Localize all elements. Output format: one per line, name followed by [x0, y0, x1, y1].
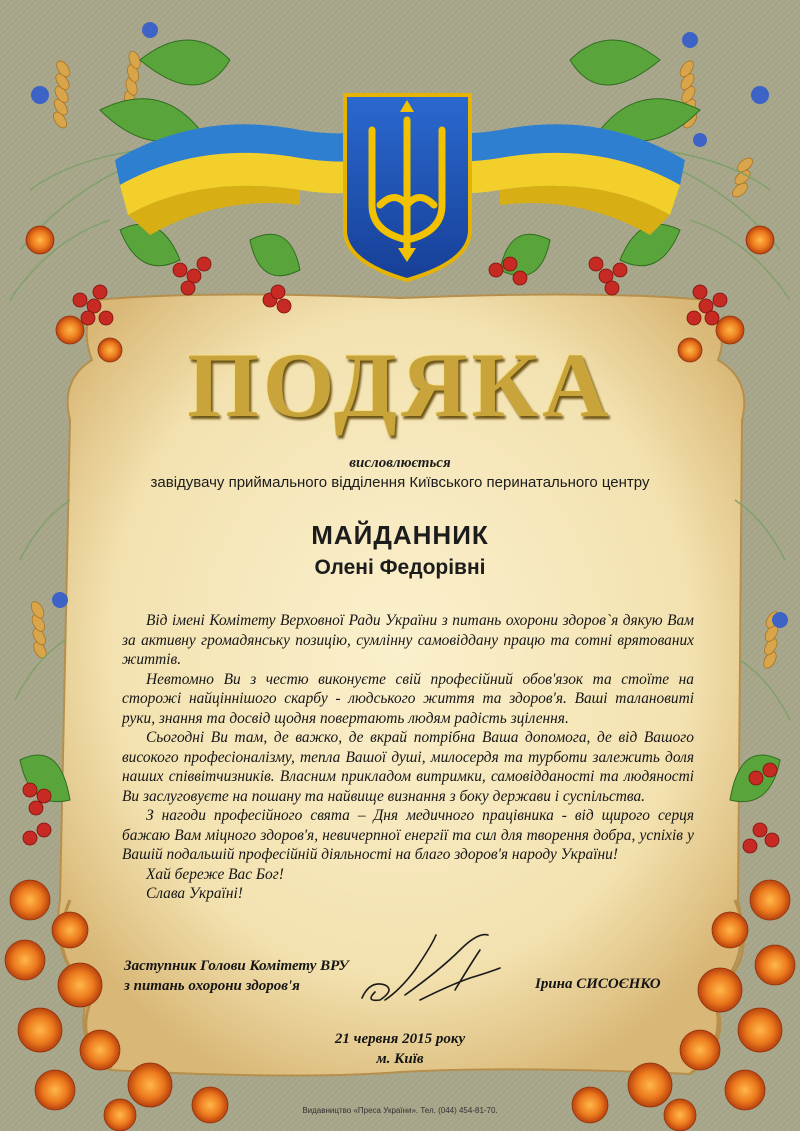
- signatory-position-line2: з питань охорони здоров'я: [124, 978, 300, 994]
- body-paragraph: Невтомно Ви з честю виконуєте свій професійний обов'язок та стоїте на сторожі найціннішого скарбу - людського життя та здоров'я. Ваші талановиті руки, знання та досвід щодня повертають людям радість зцілення.: [122, 670, 694, 727]
- recipient-surname: МАЙДАННИК: [311, 520, 489, 550]
- blessing-line: Хай береже Вас Бог!: [146, 865, 284, 883]
- certificate-body: [122, 611, 694, 904]
- signatory-name: Ірина СИСОЄНКО: [535, 976, 661, 992]
- page-title: ПОДЯКА: [187, 334, 613, 436]
- glory-line: Слава Україні!: [146, 885, 243, 902]
- body-paragraph: Від імені Комітету Верховної Ради України з питань охорони здоров`я дякую Вам за активну громадянську позицію, сумлінну самовіддану працю та сотні врятованих життів.: [122, 612, 694, 668]
- issue-date: 21 червня 2015 року: [334, 1031, 466, 1047]
- recipient-given-name: Олені Федорівні: [314, 556, 486, 579]
- publisher-imprint: Видавництво «Преса України». Тел. (044) 454-81-70.: [302, 1106, 498, 1115]
- ukrainian-trident-emblem-icon: [345, 95, 470, 280]
- expression-line: висловлюється: [349, 455, 451, 471]
- body-paragraph: Сьогодні Ви там, де важко, де вкрай потрібна Ваша допомога, де від Вашого високого професіоналізму, тепла Вашої душі, милосердя та турботи залежить доля наших співвітчизників. Власним прикладом витримки, самовідданості та людяності Ви заслуговуєте на пошану та найвище визнання з боку держави і суспільства.: [122, 729, 694, 805]
- body-paragraph: З нагоди професійного свята – Дня медичного працівника - від щирого серця бажаю Вам міцного здоров'я, невичерпної енергії та сил для творення добра, успіхів у Вашій подальшій професійній діяльності на благо здоров'я народу України!: [122, 807, 694, 863]
- recipient-position: завідувачу приймального відділення Київського перинатального центру: [150, 474, 650, 491]
- issue-city: м. Київ: [376, 1051, 424, 1067]
- signatory-position-line1: Заступник Голови Комітету ВРУ: [124, 958, 349, 974]
